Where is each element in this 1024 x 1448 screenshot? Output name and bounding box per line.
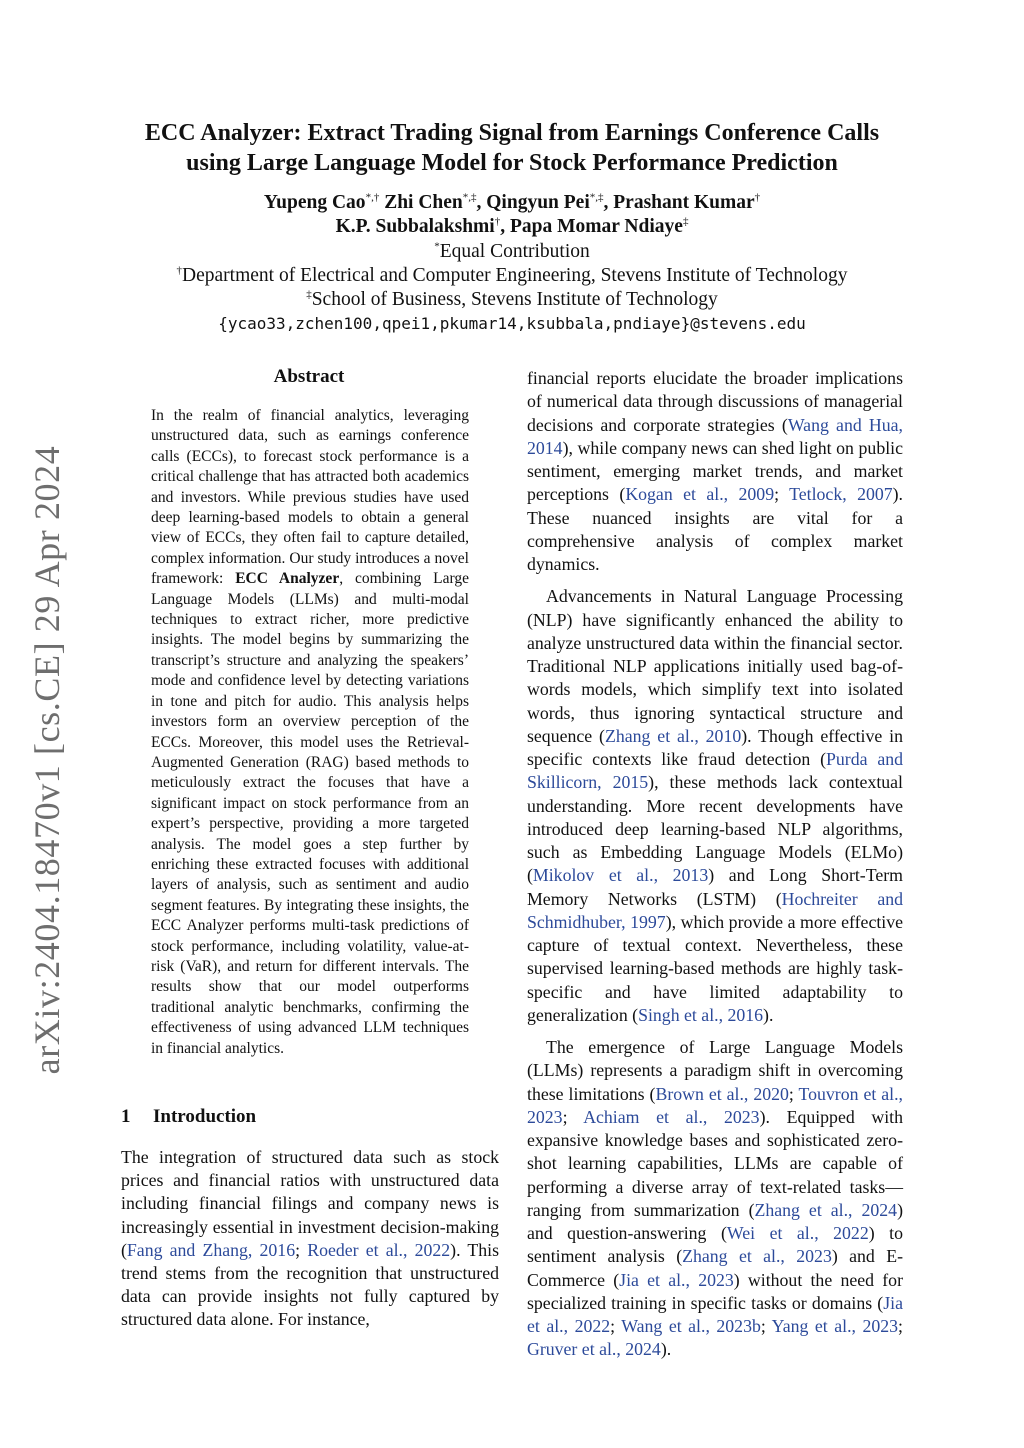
citation-link[interactable]: Achiam et al., 2023 [583, 1106, 760, 1127]
author-mark: ‡ [682, 215, 689, 228]
citation-link[interactable]: Roeder et al., 2022 [307, 1239, 451, 1260]
citation-link[interactable]: Zhang et al., 2010 [604, 725, 742, 746]
section-title: Introduction [153, 1106, 257, 1127]
text-run: ). These nuanced insights are vital for a comprehensive analysis of complex market dynamics. [527, 484, 904, 574]
paper-title [110, 118, 914, 178]
affiliation-mark: ‡ [306, 288, 312, 301]
text-run: ), which provide a more effective capture of textual context. Nevertheless, these supervised learning-based methods are highly task-specific and have limited adaptability to generalization ( [527, 911, 904, 1025]
citation-link[interactable]: Zhang et al., 2024 [754, 1199, 898, 1220]
paragraph-nlp [527, 585, 903, 1027]
author-emails: {ycao33,zchen100,qpei1,pkumar14,ksubbala,pndiaye}@stevens.edu [218, 314, 806, 333]
text-run: financial reports elucidate the broader implications of numerical data through discussions of managerial decisions and corporate strategies ( [527, 368, 903, 435]
text-run: ), these methods lack contextual understanding. More recent developments have introduced deep learning-based NLP algorithms, such as Embedding Language Models (ELMo) ( [527, 772, 903, 886]
citation-link[interactable]: Touvron et al., 2023 [527, 1083, 903, 1127]
text-run: The emergence of Large Language Models (LLMs) represents a paradigm shift in overcoming these limitations ( [527, 1037, 903, 1104]
introduction-paragraph [121, 1146, 499, 1332]
section-number: 1 [121, 1106, 131, 1127]
text-run: ; [898, 1316, 903, 1336]
text-run: ). [763, 1004, 774, 1025]
author-name: Papa Momar Ndiaye [509, 216, 683, 237]
author-mark: † [494, 215, 501, 228]
section-heading-introduction [121, 1106, 256, 1128]
text-run: ). [660, 1339, 672, 1360]
citation-link[interactable]: Zhang et al., 2023 [682, 1246, 832, 1267]
right-column [527, 367, 903, 1362]
citation-link[interactable]: Jia et al., 2023 [619, 1269, 734, 1290]
abstract-body [151, 406, 469, 1059]
author-name: Yupeng Cao [263, 192, 366, 213]
affiliation-business [90, 288, 934, 312]
text-run: ) without the need for specialized training in specific tasks or domains ( [527, 1269, 903, 1313]
text-run: ) and E-Commerce ( [527, 1246, 903, 1290]
text-run: ). Equipped with expansive knowledge bases and sophisticated zero-shot learning capabilities, LLMs are capable of performing a diverse array of text-related tasks—ranging from summarization ( [527, 1106, 903, 1220]
abstract-text-2: , combining Large Language Models (LLMs) and multi-modal techniques to extract richer, more predictive insights. The model begins by summarizing the transcript’s structure and analyzing the speakers’ mode and confidence level by detecting variations in tone and pitch for audio. This analysis helps investors form an overview perception of the ECCs. Moreover, this model uses the Retrieval-Augmented Generation (RAG) based methods to meticulously extract the focuses that have a significant impact on stock performance from an expert’s perspective, providing a more targeted analysis. The model goes a step further by enriching these extracted focuses with additional layers of analysis, such as sentiment and audio segment features. By integrating these insights, the ECC Analyzer performs multi-task predictions of stock performance, including volatility, value-at-risk (VaR), and return for different intervals. The results show that our model outperforms traditional analytic benchmarks, confirming the effectiveness of using advanced LLM techniques in financial analytics. [151, 570, 469, 1057]
citation-link[interactable]: Brown et al., 2020 [655, 1083, 789, 1104]
affiliation-mark: † [176, 264, 183, 277]
author-list [110, 191, 914, 239]
affiliation-text: School of Business, Stevens Institute of Technology [311, 289, 718, 310]
text-run: ). Though effective in specific contexts like fraud detection ( [527, 725, 903, 769]
author-mark: *,† [365, 191, 380, 204]
arxiv-identifier: arXiv:2404.18470v1 [cs.CE] 29 Apr 2024 [27, 445, 67, 1075]
text-run: ). This trend stems from the recognition that unstructured data can provide insights not fully captured by structured data alone. For instance, [121, 1239, 499, 1330]
text-run: ; [562, 1106, 584, 1127]
arxiv-sidebar [0, 440, 95, 1080]
citation-link[interactable]: Wang et al., 2023b [621, 1316, 761, 1336]
text-run: ) and Long Short-Term Memory Networks (LSTM) ( [527, 865, 903, 909]
citation-link[interactable]: Kogan et al., 2009 [625, 484, 775, 505]
citation-link[interactable]: Wei et al., 2022 [726, 1223, 869, 1243]
text-run: ), while company news can shed light on public sentiment, emerging market trends, and market perceptions ( [527, 437, 903, 505]
citation-link[interactable]: Mikolov et al., 2013 [532, 865, 709, 886]
text-run: The integration of structured data such as stock prices and financial ratios with unstructured data including financial filings and company news is increasingly essential in investment decision-making ( [121, 1147, 499, 1260]
title-line-1: ECC Analyzer: Extract Trading Signal from Earnings Conference Calls [144, 120, 880, 146]
citation-link[interactable]: Purda and Skillicorn, 2015 [527, 749, 903, 793]
paragraph-continuation [527, 367, 903, 576]
author-name: Zhi Chen [384, 192, 463, 213]
text-run: ) and question-answering ( [527, 1199, 903, 1243]
citation-link[interactable]: Yang et al., 2023 [771, 1316, 899, 1336]
text-run: ) to sentiment analysis ( [527, 1223, 903, 1267]
citation-link[interactable]: Fang and Zhang, 2016 [126, 1239, 296, 1260]
citation-link[interactable]: Tetlock, 2007 [789, 484, 893, 505]
citation-link[interactable]: Gruver et al., 2024 [527, 1339, 661, 1360]
author-name: Prashant Kumar [613, 192, 755, 213]
text-run: ; [295, 1239, 308, 1260]
abstract-highlight: ECC Analyzer [235, 570, 340, 588]
author-mark: † [754, 191, 761, 204]
author-name: Qingyun Pei [486, 192, 590, 213]
author-name: K.P. Subbalakshmi [335, 216, 495, 237]
text-run: Advancements in Natural Language Processing (NLP) have significantly enhanced the ability to analyze unstructured data within the financial sector. Traditional NLP applications initially used bag-of-words models, which simplify text into isolated words, thus ignoring syntactical structure and sequence ( [527, 586, 903, 746]
paragraph-llm [527, 1036, 903, 1362]
affiliation-mark: * [434, 240, 440, 253]
text-run: ; [760, 1316, 772, 1336]
citation-link[interactable]: Hochreiter and Schmidhuber, 1997 [527, 888, 904, 932]
citation-link[interactable]: Jia et al., 2022 [527, 1292, 903, 1336]
affiliation-text: Equal Contribution [439, 241, 590, 262]
affiliation-equal [90, 240, 934, 264]
author-mark: *,‡ [589, 191, 604, 204]
abstract-text-1: In the realm of financial analytics, leveraging unstructured data, such as earnings conference calls (ECCs), to forecast stock performance is a critical challenge that has attracted both academics and investors. While previous studies have used deep learning-based models to obtain a general view of ECCs, they often fail to capture detailed, complex information. Our study introduces a novel framework: [151, 407, 469, 588]
citation-link[interactable]: Singh et al., 2016 [638, 1004, 764, 1025]
text-run: ; [788, 1083, 799, 1104]
abstract-heading: Abstract [273, 366, 345, 387]
title-line-2: using Large Language Model for Stock Performance Prediction [186, 150, 838, 176]
affiliation-ece [90, 264, 934, 288]
citation-link[interactable]: Wang and Hua, 2014 [527, 414, 903, 458]
author-line-1: Yupeng Cao*,† Zhi Chen*,‡, Qingyun Pei*,‡, Prashant Kumar† [263, 191, 761, 213]
text-run: ; [610, 1316, 622, 1336]
author-mark: *,‡ [462, 191, 477, 204]
author-line-2: K.P. Subbalakshmi†, Papa Momar Ndiaye‡ [335, 215, 689, 237]
affiliation-text: Department of Electrical and Computer Engineering, Stevens Institute of Technology [182, 265, 848, 286]
text-run: ; [774, 484, 790, 505]
